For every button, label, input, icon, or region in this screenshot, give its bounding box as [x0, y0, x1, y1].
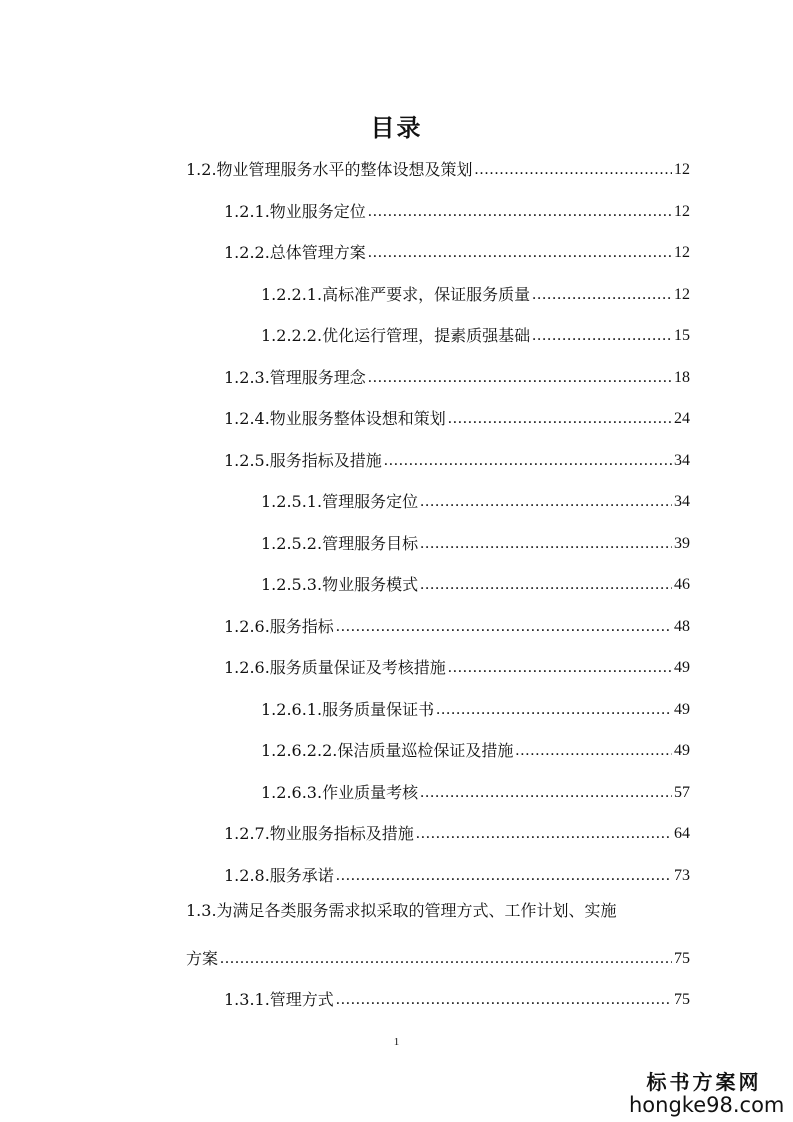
watermark [629, 1066, 785, 1117]
toc-entry[interactable] [261, 777, 690, 803]
toc-leader-dots [416, 824, 672, 844]
toc-entry-label: 1.3.1.管理方式 [224, 990, 334, 1009]
toc-leader-dots [436, 700, 672, 720]
toc-leader-dots [475, 160, 672, 180]
toc-entry-label: 1.2.5.1.管理服务定位 [261, 492, 419, 511]
watermark-title: 标书方案网 [646, 1070, 762, 1094]
toc-entry-label: 1.2.8.服务承诺 [224, 866, 334, 885]
toc-entry[interactable] [224, 403, 690, 429]
toc-entry-label: 方案 [186, 949, 219, 968]
toc-entry[interactable] [261, 569, 690, 595]
toc-entry-page: 73 [674, 867, 690, 884]
toc-entry-page: 48 [674, 618, 690, 635]
toc-entry-label: 1.2.6.服务指标 [224, 617, 334, 636]
toc-leader-dots [532, 285, 672, 305]
toc-entry-page: 24 [674, 410, 690, 427]
toc-entry-page: 64 [674, 825, 690, 842]
toc-leader-dots [420, 783, 672, 803]
toc-leader-dots [336, 990, 672, 1010]
toc-entry-page: 49 [674, 742, 690, 759]
toc-entry[interactable] [224, 445, 690, 471]
toc-leader-dots [420, 575, 672, 595]
toc-entry-label: 1.2.5.3.物业服务模式 [261, 575, 419, 594]
toc-entry-label: 1.2.4.物业服务整体设想和策划 [224, 409, 446, 428]
toc-leader-dots [515, 741, 672, 761]
toc-entry-page: 57 [674, 784, 690, 801]
toc-entry-label: 1.2.5.服务指标及措施 [224, 451, 382, 470]
toc-entry-label: 1.3.为满足各类服务需求拟采取的管理方式、工作计划、实施 [186, 901, 617, 920]
toc-entry[interactable] [261, 694, 690, 720]
toc-entry-label: 1.2.6.1.服务质量保证书 [261, 700, 435, 719]
toc-entry[interactable] [261, 528, 690, 554]
toc-entry[interactable] [224, 196, 690, 222]
toc-entry[interactable] [224, 984, 690, 1010]
toc-entry-label: 1.2.6.服务质量保证及考核措施 [224, 658, 446, 677]
toc-entry-page: 49 [674, 659, 690, 676]
toc-entry-label: 1.2.3.管理服务理念 [224, 368, 366, 387]
toc-entry-page: 75 [674, 991, 690, 1008]
toc-entry[interactable] [261, 735, 690, 761]
toc-leader-dots [384, 451, 672, 471]
toc-entry[interactable] [224, 818, 690, 844]
toc-entry-label: 1.2.2.2.优化运行管理，提素质强基础 [261, 326, 531, 345]
toc-entry[interactable] [261, 486, 690, 512]
toc-entry-label: 1.2.1.物业服务定位 [224, 202, 366, 221]
toc-entry-label: 1.2.2.1.高标准严要求，保证服务质量 [261, 285, 531, 304]
toc-leader-dots [336, 617, 672, 637]
watermark-url: hongke98.com [629, 1093, 785, 1117]
toc-entry-page: 12 [674, 203, 690, 220]
toc-leader-dots [532, 326, 672, 346]
toc-entry-label: 1.2.5.2.管理服务目标 [261, 534, 419, 553]
toc-entry-label: 1.2.6.3.作业质量考核 [261, 783, 419, 802]
toc-entry-label: 1.2.6.2.2.保洁质量巡检保证及措施 [261, 741, 514, 760]
toc-leader-dots [220, 949, 672, 969]
toc-entry-page: 12 [674, 244, 690, 261]
toc-leader-dots [420, 534, 672, 554]
toc-entry-page: 46 [674, 576, 690, 593]
toc-entry-continuation[interactable] [186, 943, 690, 969]
toc-leader-dots [368, 243, 672, 263]
toc-leader-dots [448, 658, 672, 678]
toc-leader-dots [336, 866, 672, 886]
toc-entry[interactable] [261, 320, 690, 346]
toc-entry-label: 1.2.7.物业服务指标及措施 [224, 824, 414, 843]
page-number: 1 [393, 1036, 400, 1048]
toc-entry[interactable] [224, 652, 690, 678]
toc-entry-label: 1.2.物业管理服务水平的整体设想及策划 [186, 160, 473, 179]
page-title: 目录 [370, 113, 423, 142]
toc-leader-dots [368, 202, 672, 222]
toc-entry-page: 12 [674, 286, 690, 303]
toc-entry-page: 34 [674, 493, 690, 510]
toc-leader-dots [368, 368, 672, 388]
toc-entry[interactable] [186, 901, 690, 927]
toc-leader-dots [448, 409, 672, 429]
toc-entry[interactable] [224, 362, 690, 388]
toc-entry-page: 12 [674, 161, 690, 178]
toc-entry[interactable] [186, 154, 690, 180]
toc-entry-page: 34 [674, 452, 690, 469]
toc-entry-page: 15 [674, 327, 690, 344]
toc-entry[interactable] [224, 860, 690, 886]
toc-entry-label: 1.2.2.总体管理方案 [224, 243, 366, 262]
toc-entry-page: 49 [674, 701, 690, 718]
toc-entry-page: 18 [674, 369, 690, 386]
toc-entry[interactable] [224, 611, 690, 637]
toc-entry[interactable] [261, 279, 690, 305]
toc-entry-page: 39 [674, 535, 690, 552]
toc-leader-dots [420, 492, 672, 512]
toc-entry-page: 75 [674, 950, 690, 967]
toc-entry[interactable] [224, 237, 690, 263]
